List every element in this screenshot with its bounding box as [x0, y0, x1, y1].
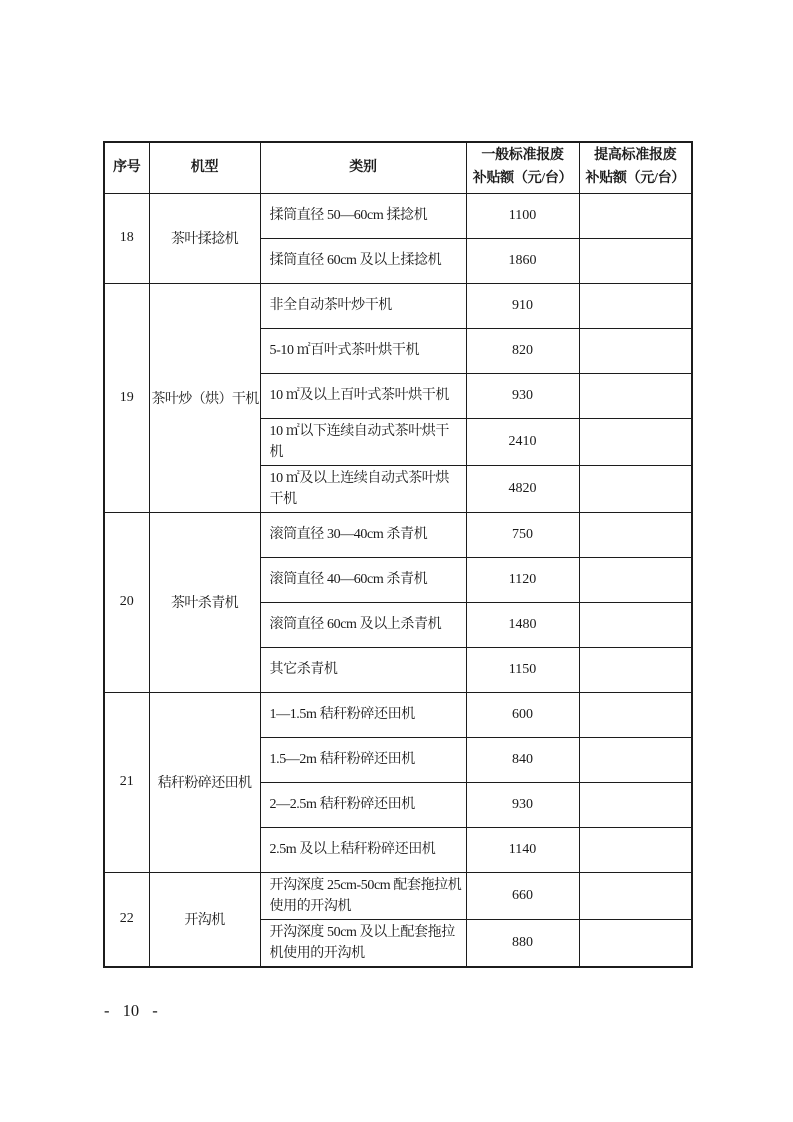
enhanced-subsidy-cell	[579, 919, 692, 967]
category-cell: 开沟深度 50cm 及以上配套拖拉机使用的开沟机	[260, 919, 466, 967]
machine-type-cell: 秸秆粉碎还田机	[149, 692, 260, 872]
general-subsidy-cell: 1150	[466, 647, 579, 692]
general-subsidy-cell: 1100	[466, 193, 579, 238]
enhanced-subsidy-cell	[579, 692, 692, 737]
col-header-general-line1: 一般标准报废	[481, 148, 564, 164]
category-cell: 10 ㎡及以上百叶式茶叶烘干机	[260, 373, 466, 418]
category-cell: 10 ㎡以下连续自动式茶叶烘干机	[260, 418, 466, 465]
general-subsidy-cell: 4820	[466, 465, 579, 512]
general-subsidy-cell: 880	[466, 919, 579, 967]
enhanced-subsidy-cell	[579, 512, 692, 557]
category-cell: 滚筒直径 40—60cm 杀青机	[260, 557, 466, 602]
col-header-enhanced-line1: 提高标准报废	[594, 148, 677, 164]
category-cell: 2—2.5m 秸秆粉碎还田机	[260, 782, 466, 827]
serial-cell: 21	[104, 692, 149, 872]
general-subsidy-cell: 750	[466, 512, 579, 557]
table-row	[104, 872, 692, 919]
machine-type-cell: 茶叶揉捻机	[149, 193, 260, 283]
general-subsidy-cell: 930	[466, 782, 579, 827]
general-subsidy-cell: 840	[466, 737, 579, 782]
col-header-serial: 序号	[104, 142, 149, 193]
enhanced-subsidy-cell	[579, 782, 692, 827]
enhanced-subsidy-cell	[579, 827, 692, 872]
general-subsidy-cell: 1860	[466, 238, 579, 283]
col-header-general-subsidy	[466, 142, 579, 193]
general-subsidy-cell: 910	[466, 283, 579, 328]
category-cell: 滚筒直径 60cm 及以上杀青机	[260, 602, 466, 647]
enhanced-subsidy-cell	[579, 373, 692, 418]
category-cell: 其它杀青机	[260, 647, 466, 692]
table-row	[104, 193, 692, 238]
page-number: - 10 -	[104, 1001, 158, 1020]
category-cell: 滚筒直径 30—40cm 杀青机	[260, 512, 466, 557]
enhanced-subsidy-cell	[579, 193, 692, 238]
general-subsidy-cell: 1480	[466, 602, 579, 647]
enhanced-subsidy-cell	[579, 328, 692, 373]
serial-cell: 20	[104, 512, 149, 692]
category-cell: 揉筒直径 60cm 及以上揉捻机	[260, 238, 466, 283]
general-subsidy-cell: 1140	[466, 827, 579, 872]
serial-cell: 19	[104, 283, 149, 512]
serial-cell: 22	[104, 872, 149, 967]
table-row	[104, 692, 692, 737]
category-cell: 1.5—2m 秸秆粉碎还田机	[260, 737, 466, 782]
enhanced-subsidy-cell	[579, 557, 692, 602]
category-cell: 5-10 ㎡百叶式茶叶烘干机	[260, 328, 466, 373]
subsidy-table	[103, 141, 693, 968]
machine-type-cell: 茶叶炒（烘）干机	[149, 283, 260, 512]
col-header-enhanced-line2: 补贴额（元/台）	[585, 170, 685, 186]
enhanced-subsidy-cell	[579, 283, 692, 328]
machine-type-cell: 茶叶杀青机	[149, 512, 260, 692]
enhanced-subsidy-cell	[579, 872, 692, 919]
col-header-machine-type: 机型	[149, 142, 260, 193]
enhanced-subsidy-cell	[579, 465, 692, 512]
general-subsidy-cell: 930	[466, 373, 579, 418]
general-subsidy-cell: 600	[466, 692, 579, 737]
col-header-category: 类别	[260, 142, 466, 193]
category-cell: 开沟深度 25cm-50cm 配套拖拉机使用的开沟机	[260, 872, 466, 919]
table-row	[104, 512, 692, 557]
enhanced-subsidy-cell	[579, 238, 692, 283]
category-cell: 非全自动茶叶炒干机	[260, 283, 466, 328]
table-row	[104, 283, 692, 328]
general-subsidy-cell: 2410	[466, 418, 579, 465]
enhanced-subsidy-cell	[579, 602, 692, 647]
category-cell: 2.5m 及以上秸秆粉碎还田机	[260, 827, 466, 872]
serial-cell: 18	[104, 193, 149, 283]
category-cell: 10 ㎡及以上连续自动式茶叶烘干机	[260, 465, 466, 512]
general-subsidy-cell: 1120	[466, 557, 579, 602]
col-header-general-line2: 补贴额（元/台）	[472, 170, 573, 186]
col-header-enhanced-subsidy	[579, 142, 692, 193]
category-cell: 1—1.5m 秸秆粉碎还田机	[260, 692, 466, 737]
category-cell: 揉筒直径 50—60cm 揉捻机	[260, 193, 466, 238]
enhanced-subsidy-cell	[579, 418, 692, 465]
enhanced-subsidy-cell	[579, 737, 692, 782]
machine-type-cell: 开沟机	[149, 872, 260, 967]
general-subsidy-cell: 660	[466, 872, 579, 919]
enhanced-subsidy-cell	[579, 647, 692, 692]
general-subsidy-cell: 820	[466, 328, 579, 373]
table-header-row	[104, 142, 692, 193]
